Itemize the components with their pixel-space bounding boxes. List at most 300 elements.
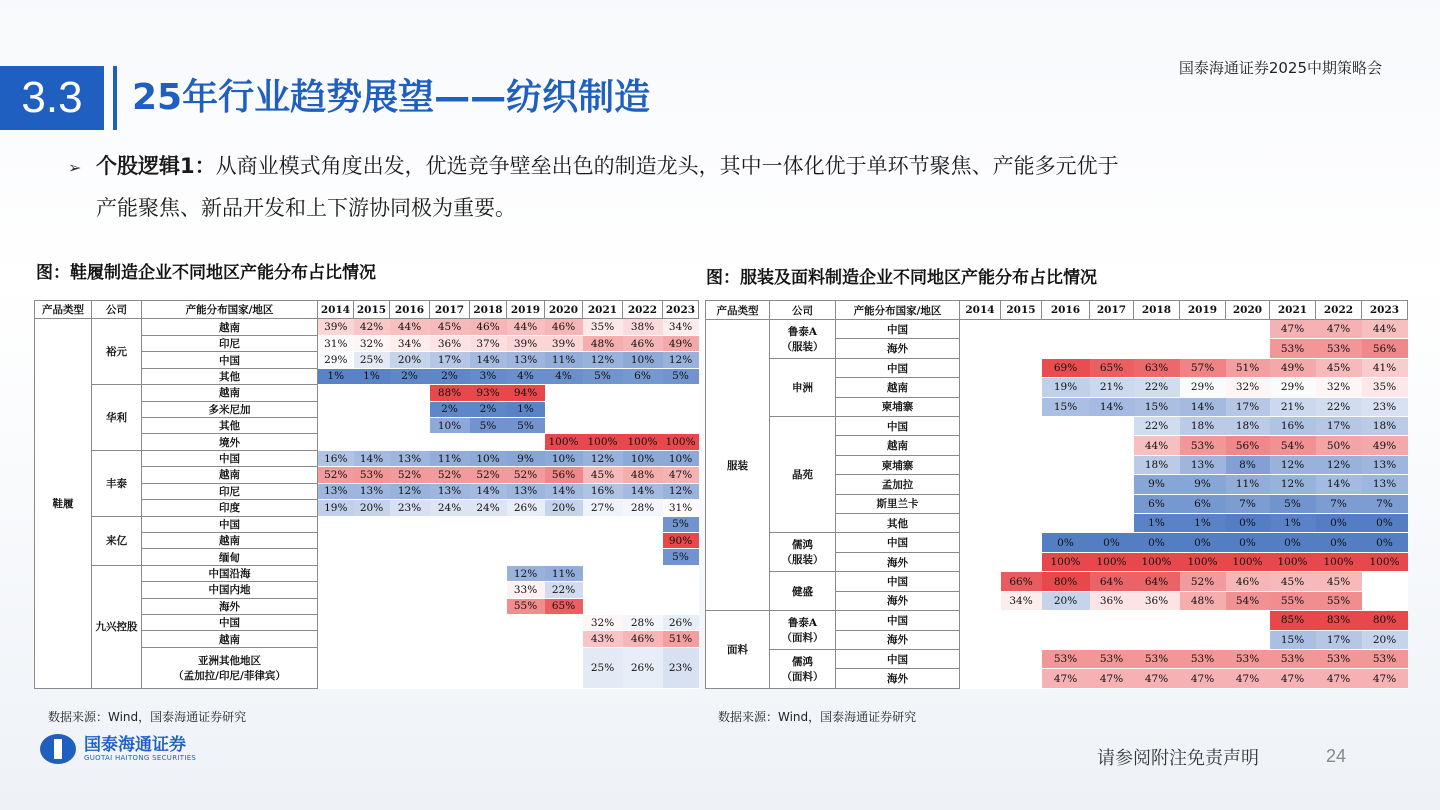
value-cell: 38% <box>623 319 663 335</box>
value-cell: 66% <box>1001 572 1042 591</box>
column-header: 2020 <box>545 301 583 319</box>
empty-cell <box>960 572 1001 591</box>
empty-cell <box>1226 630 1270 649</box>
bullet-text-line2: 产能聚焦、新品开发和上下游协同极为重要。 <box>96 196 516 220</box>
empty-cell <box>430 549 470 565</box>
empty-cell <box>1090 514 1134 533</box>
value-cell: 28% <box>623 615 663 631</box>
empty-cell <box>1001 378 1042 397</box>
value-cell: 32% <box>583 615 623 631</box>
value-cell: 0% <box>1134 533 1180 552</box>
empty-cell <box>318 385 354 401</box>
region-cell: 海外 <box>836 591 960 610</box>
value-cell: 46% <box>623 631 663 647</box>
empty-cell <box>663 401 699 417</box>
value-cell: 20% <box>545 500 583 516</box>
key-point-bullet <box>68 146 1328 228</box>
value-cell: 0% <box>1042 533 1090 552</box>
column-header: 2018 <box>470 301 507 319</box>
empty-cell <box>318 434 354 450</box>
empty-cell <box>470 434 507 450</box>
value-cell: 7% <box>1316 494 1362 513</box>
value-cell: 65% <box>545 598 583 614</box>
empty-cell <box>1001 514 1042 533</box>
title-divider <box>113 66 117 130</box>
empty-cell <box>1180 611 1226 630</box>
value-cell: 11% <box>430 450 470 466</box>
company-cell <box>92 385 142 451</box>
empty-cell <box>354 565 390 581</box>
value-cell: 48% <box>623 467 663 483</box>
value-cell: 17% <box>430 352 470 368</box>
value-cell: 17% <box>1316 417 1362 436</box>
empty-cell <box>960 669 1001 689</box>
empty-cell <box>583 401 623 417</box>
region-cell: 中国 <box>836 417 960 436</box>
left-data-source: 数据来源：Wind，国泰海通证券研究 <box>48 710 247 724</box>
company-cell <box>92 319 142 385</box>
section-number-badge: 3.3 <box>0 66 104 130</box>
value-cell: 36% <box>1090 591 1134 610</box>
empty-cell <box>430 516 470 532</box>
value-cell: 35% <box>1362 378 1408 397</box>
column-header: 2015 <box>1001 301 1042 320</box>
value-cell: 11% <box>545 565 583 581</box>
empty-cell <box>960 552 1001 571</box>
value-cell: 46% <box>1226 572 1270 591</box>
empty-cell <box>1090 475 1134 494</box>
column-header: 产品类型 <box>706 301 770 320</box>
empty-cell <box>1362 591 1408 610</box>
empty-cell <box>663 418 699 434</box>
empty-cell <box>470 549 507 565</box>
value-cell: 20% <box>1362 630 1408 649</box>
value-cell: 53% <box>1180 436 1226 455</box>
empty-cell <box>390 532 430 548</box>
value-cell: 34% <box>1001 591 1042 610</box>
value-cell: 23% <box>1362 397 1408 416</box>
empty-cell <box>960 455 1001 474</box>
value-cell: 12% <box>663 483 699 499</box>
value-cell: 100% <box>1270 552 1316 571</box>
empty-cell <box>960 436 1001 455</box>
column-header: 2023 <box>663 301 699 319</box>
value-cell: 8% <box>1226 455 1270 474</box>
left-header-row <box>35 301 699 319</box>
empty-cell <box>1001 320 1042 339</box>
empty-cell <box>430 598 470 614</box>
value-cell: 100% <box>1090 552 1134 571</box>
empty-cell <box>354 532 390 548</box>
value-cell: 13% <box>1362 455 1408 474</box>
value-cell: 13% <box>430 483 470 499</box>
column-header: 产品类型 <box>35 301 92 319</box>
value-cell: 0% <box>1180 533 1226 552</box>
value-cell: 0% <box>1226 514 1270 533</box>
value-cell: 32% <box>354 335 390 351</box>
value-cell: 4% <box>545 368 583 384</box>
value-cell: 19% <box>1042 378 1090 397</box>
value-cell: 56% <box>545 467 583 483</box>
empty-cell <box>507 631 545 647</box>
empty-cell <box>318 418 354 434</box>
empty-cell <box>1226 339 1270 358</box>
empty-cell <box>1042 320 1090 339</box>
company-cell <box>770 320 836 359</box>
value-cell: 54% <box>1270 436 1316 455</box>
region-cell: 多米尼加 <box>142 401 318 417</box>
value-cell: 52% <box>430 467 470 483</box>
empty-cell <box>390 516 430 532</box>
empty-cell <box>960 378 1001 397</box>
company-cell <box>92 450 142 516</box>
value-cell: 23% <box>390 500 430 516</box>
region-cell: 海外 <box>836 552 960 571</box>
value-cell: 100% <box>663 434 699 450</box>
value-cell: 100% <box>1042 552 1090 571</box>
value-cell: 100% <box>545 434 583 450</box>
value-cell: 55% <box>507 598 545 614</box>
table-row <box>706 649 1408 668</box>
value-cell: 24% <box>470 500 507 516</box>
empty-cell <box>354 549 390 565</box>
value-cell: 52% <box>507 467 545 483</box>
bullet-lead: 个股逻辑1： <box>96 154 216 178</box>
value-cell: 45% <box>1270 572 1316 591</box>
empty-cell <box>318 565 354 581</box>
region-cell: 越南 <box>142 319 318 335</box>
event-title: 国泰海通证券2025中期策略会 <box>1178 59 1382 77</box>
value-cell: 12% <box>583 352 623 368</box>
value-cell: 90% <box>663 532 699 548</box>
value-cell: 6% <box>623 368 663 384</box>
column-header: 2014 <box>960 301 1001 320</box>
value-cell: 10% <box>430 418 470 434</box>
value-cell: 53% <box>1134 649 1180 668</box>
empty-cell <box>430 582 470 598</box>
empty-cell <box>318 598 354 614</box>
empty-cell <box>390 385 430 401</box>
empty-cell <box>960 533 1001 552</box>
product-type-cell: 面料 <box>706 611 770 689</box>
value-cell: 10% <box>623 450 663 466</box>
value-cell: 36% <box>430 335 470 351</box>
value-cell: 11% <box>1226 475 1270 494</box>
empty-cell <box>390 631 430 647</box>
column-header: 产能分布国家/地区 <box>836 301 960 320</box>
value-cell: 25% <box>583 647 623 688</box>
empty-cell <box>1042 630 1090 649</box>
value-cell: 56% <box>1226 436 1270 455</box>
column-header: 2017 <box>430 301 470 319</box>
value-cell: 31% <box>663 500 699 516</box>
value-cell: 14% <box>470 483 507 499</box>
empty-cell <box>545 532 583 548</box>
value-cell: 45% <box>1316 572 1362 591</box>
value-cell: 48% <box>1180 591 1226 610</box>
logo-subtext: GUOTAI HAITONG SECURITIES <box>84 754 197 762</box>
empty-cell <box>354 434 390 450</box>
value-cell: 45% <box>1316 358 1362 377</box>
value-cell: 0% <box>1090 533 1134 552</box>
region-cell: 中国 <box>142 615 318 631</box>
value-cell: 18% <box>1226 417 1270 436</box>
value-cell: 31% <box>318 335 354 351</box>
value-cell: 15% <box>1270 630 1316 649</box>
product-type-cell: 鞋履 <box>35 319 92 689</box>
empty-cell <box>1180 339 1226 358</box>
region-cell: 缅甸 <box>142 549 318 565</box>
value-cell: 21% <box>1090 378 1134 397</box>
empty-cell <box>545 385 583 401</box>
value-cell: 47% <box>1134 669 1180 689</box>
value-cell: 39% <box>545 335 583 351</box>
company-cell <box>770 611 836 650</box>
empty-cell <box>1042 514 1090 533</box>
empty-cell <box>583 549 623 565</box>
empty-cell <box>1001 475 1042 494</box>
value-cell: 93% <box>470 385 507 401</box>
column-header: 产能分布国家/地区 <box>142 301 318 319</box>
empty-cell <box>507 549 545 565</box>
value-cell: 80% <box>1362 611 1408 630</box>
empty-cell <box>390 647 430 688</box>
region-cell: 柬埔寨 <box>836 455 960 474</box>
empty-cell <box>470 565 507 581</box>
empty-cell <box>507 434 545 450</box>
company-name: 申洲 <box>792 381 813 394</box>
empty-cell <box>1226 611 1270 630</box>
company-cell <box>92 516 142 565</box>
empty-cell <box>354 598 390 614</box>
value-cell: 0% <box>1270 533 1316 552</box>
region-cell: 中国 <box>836 358 960 377</box>
empty-cell <box>507 615 545 631</box>
empty-cell <box>354 615 390 631</box>
empty-cell <box>318 401 354 417</box>
empty-cell <box>354 385 390 401</box>
value-cell: 53% <box>1362 649 1408 668</box>
empty-cell <box>430 631 470 647</box>
value-cell: 13% <box>1362 475 1408 494</box>
value-cell: 26% <box>507 500 545 516</box>
region-cell: 其他 <box>142 368 318 384</box>
empty-cell <box>545 615 583 631</box>
value-cell: 0% <box>1316 514 1362 533</box>
empty-cell <box>318 582 354 598</box>
value-cell: 10% <box>663 450 699 466</box>
value-cell: 57% <box>1180 358 1226 377</box>
value-cell: 26% <box>623 647 663 688</box>
value-cell: 47% <box>1226 669 1270 689</box>
value-cell: 10% <box>623 352 663 368</box>
empty-cell <box>663 582 699 598</box>
value-cell: 5% <box>507 418 545 434</box>
value-cell: 69% <box>1042 358 1090 377</box>
company-name: （面料） <box>781 632 824 645</box>
value-cell: 10% <box>545 450 583 466</box>
empty-cell <box>390 418 430 434</box>
region-cell: 中国 <box>142 352 318 368</box>
value-cell: 9% <box>1180 475 1226 494</box>
empty-cell <box>663 565 699 581</box>
value-cell: 10% <box>470 450 507 466</box>
value-cell: 44% <box>1134 436 1180 455</box>
value-cell: 100% <box>1226 552 1270 571</box>
empty-cell <box>430 615 470 631</box>
empty-cell <box>1362 572 1408 591</box>
value-cell: 20% <box>354 500 390 516</box>
empty-cell <box>470 615 507 631</box>
empty-cell <box>1134 611 1180 630</box>
empty-cell <box>1001 397 1042 416</box>
column-header: 2021 <box>1270 301 1316 320</box>
value-cell: 52% <box>318 467 354 483</box>
empty-cell <box>1042 417 1090 436</box>
value-cell: 83% <box>1316 611 1362 630</box>
value-cell: 15% <box>1042 397 1090 416</box>
value-cell: 13% <box>507 352 545 368</box>
value-cell: 14% <box>1090 397 1134 416</box>
empty-cell <box>1001 358 1042 377</box>
value-cell: 13% <box>1180 455 1226 474</box>
value-cell: 47% <box>1042 669 1090 689</box>
value-cell: 33% <box>507 582 545 598</box>
region-cell: 中国 <box>836 572 960 591</box>
empty-cell <box>470 582 507 598</box>
value-cell: 4% <box>507 368 545 384</box>
value-cell: 5% <box>470 418 507 434</box>
empty-cell <box>583 598 623 614</box>
value-cell: 6% <box>1134 494 1180 513</box>
value-cell: 80% <box>1042 572 1090 591</box>
region-cell: 印尼 <box>142 335 318 351</box>
empty-cell <box>470 598 507 614</box>
table-row <box>35 319 699 335</box>
company-name: （服装） <box>781 554 824 567</box>
empty-cell <box>623 516 663 532</box>
value-cell: 42% <box>354 319 390 335</box>
value-cell: 85% <box>1270 611 1316 630</box>
empty-cell <box>390 565 430 581</box>
empty-cell <box>1226 320 1270 339</box>
company-cell <box>770 649 836 688</box>
value-cell: 44% <box>390 319 430 335</box>
empty-cell <box>623 549 663 565</box>
value-cell: 5% <box>663 516 699 532</box>
value-cell: 45% <box>583 467 623 483</box>
apparel-capacity-table <box>705 300 1408 689</box>
value-cell: 9% <box>507 450 545 466</box>
empty-cell <box>545 549 583 565</box>
value-cell: 52% <box>1180 572 1226 591</box>
empty-cell <box>583 516 623 532</box>
right-header-row <box>706 301 1408 320</box>
value-cell: 22% <box>1316 397 1362 416</box>
empty-cell <box>1180 630 1226 649</box>
value-cell: 46% <box>545 319 583 335</box>
region-cell: 中国沿海 <box>142 565 318 581</box>
empty-cell <box>1090 339 1134 358</box>
value-cell: 47% <box>1316 320 1362 339</box>
value-cell: 41% <box>1362 358 1408 377</box>
empty-cell <box>470 647 507 688</box>
value-cell: 12% <box>1270 455 1316 474</box>
value-cell: 47% <box>1270 320 1316 339</box>
value-cell: 36% <box>1134 591 1180 610</box>
value-cell: 52% <box>390 467 430 483</box>
table-row <box>706 417 1408 436</box>
value-cell: 29% <box>1270 378 1316 397</box>
region-cell: 孟加拉 <box>836 475 960 494</box>
table-row <box>706 358 1408 377</box>
left-figure-title: 图：鞋履制造企业不同地区产能分布占比情况 <box>36 263 376 283</box>
empty-cell <box>583 532 623 548</box>
empty-cell <box>1001 649 1042 668</box>
empty-cell <box>960 630 1001 649</box>
empty-cell <box>1090 436 1134 455</box>
value-cell: 49% <box>1362 436 1408 455</box>
table-row <box>706 611 1408 630</box>
value-cell: 18% <box>1362 417 1408 436</box>
value-cell: 64% <box>1134 572 1180 591</box>
disclaimer-note: 请参阅附注免责声明 <box>1097 748 1259 769</box>
value-cell: 39% <box>507 335 545 351</box>
region-line: 亚洲其他地区 <box>198 654 261 667</box>
value-cell: 49% <box>663 335 699 351</box>
empty-cell <box>960 358 1001 377</box>
footwear-capacity-table <box>34 300 699 689</box>
value-cell: 55% <box>1316 591 1362 610</box>
company-name: 鲁泰A <box>787 325 818 338</box>
value-cell: 19% <box>318 500 354 516</box>
value-cell: 46% <box>470 319 507 335</box>
value-cell: 34% <box>663 319 699 335</box>
region-cell: 印度 <box>142 500 318 516</box>
empty-cell <box>390 598 430 614</box>
value-cell: 2% <box>430 368 470 384</box>
empty-cell <box>960 475 1001 494</box>
value-cell: 51% <box>1226 358 1270 377</box>
value-cell: 47% <box>1362 669 1408 689</box>
value-cell: 35% <box>583 319 623 335</box>
empty-cell <box>1001 455 1042 474</box>
empty-cell <box>318 615 354 631</box>
empty-cell <box>354 418 390 434</box>
empty-cell <box>1090 630 1134 649</box>
empty-cell <box>1134 320 1180 339</box>
value-cell: 14% <box>1316 475 1362 494</box>
empty-cell <box>1090 494 1134 513</box>
empty-cell <box>960 649 1001 668</box>
value-cell: 29% <box>318 352 354 368</box>
value-cell: 53% <box>1090 649 1134 668</box>
empty-cell <box>663 385 699 401</box>
value-cell: 0% <box>1226 533 1270 552</box>
value-cell: 37% <box>470 335 507 351</box>
region-cell: 柬埔寨 <box>836 397 960 416</box>
column-header: 公司 <box>770 301 836 320</box>
value-cell: 55% <box>1270 591 1316 610</box>
value-cell: 22% <box>1134 378 1180 397</box>
value-cell: 50% <box>1316 436 1362 455</box>
value-cell: 13% <box>318 483 354 499</box>
value-cell: 48% <box>583 335 623 351</box>
region-cell: 中国 <box>836 649 960 668</box>
region-cell: 越南 <box>836 436 960 455</box>
column-header: 公司 <box>92 301 142 319</box>
value-cell: 47% <box>1270 669 1316 689</box>
